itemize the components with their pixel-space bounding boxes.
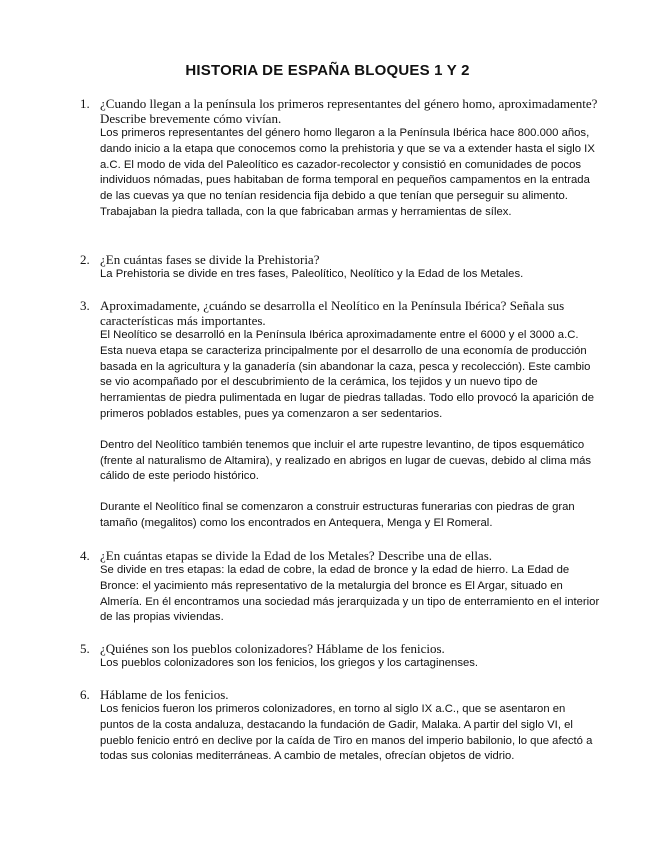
item-number: 5. [80,641,90,656]
question-text: ¿En cuántas etapas se divide la Edad de los Metales? Describe una de ellas. [100,548,493,563]
answer-block [100,328,600,532]
answer-paragraph: Los primeros representantes del género homo llegaron a la Península Ibérica hace 800.000 años, dando inicio a la etapa que conocemos como la prehistoria y que se va a extender hasta el siglo IX a.C. El modo de vida del Paleolítico es cazador-recolector y consistió en comunidades de pocos individuos nómadas, pues habitaban de forma temporal en pequeños campamentos en la entrada de las cuevas ya que no tenían residencia fija debido a que tenían que perseguir su alimento. Trabajaban la piedra tallada, con la que fabricaban armas y herramientas de sílex. [100,127,595,218]
answer-block [100,702,600,765]
answer-paragraph: Los pueblos colonizadores son los fenicios, los griegos y los cartaginenses. [100,657,479,669]
answer-paragraph: Los fenicios fueron los primeros colonizadores, en torno al siglo IX a.C., que se asentaron en puntos de la costa andaluza, destacando la fundación de Gadir, Malaka. A partir del siglo VI, el pueblo fenicio entró en declive por la caída de Tiro en manos del imperio babilonio, lo que afectó a todas sus colonias mediterráneas. A cambio de metales, ofrecían objetos de vidrio. [100,703,593,763]
list-item [80,96,600,221]
answer-paragraph: Se divide en tres etapas: la edad de cobre, la edad de bronce y la edad de hierro. La Edad de Bronce: el yacimiento más representativo de la metalurgia del bronce es El Argar, situado en Almería. En él encontramos una sociedad más jerarquizada y un tipo de enterramiento en el interior de las propias viviendas. [100,564,600,624]
answer-paragraph: Durante el Neolítico final se comenzaron a construir estructuras funerarias con piedras de gran tamaño (megalitos) como los encontrados en Antequera, Menga y El Romeral. [100,501,575,529]
item-number: 3. [80,298,90,313]
page-title: HISTORIA DE ESPAÑA BLOQUES 1 Y 2 [185,62,470,79]
item-number: 2. [80,252,90,267]
list-item [80,298,600,532]
question-text: Háblame de los fenicios. [100,687,229,702]
question-text: ¿Cuando llegan a la península los primeros representantes del género homo, aproximadamente? Describe brevemente cómo vivían. [100,96,598,126]
list-item [80,641,600,672]
question-text: ¿Quiénes son los pueblos colonizadores? Háblame de los fenicios. [100,641,445,656]
list-item [80,252,600,283]
answer-paragraph: Dentro del Neolítico también tenemos que incluir el arte rupestre levantino, de tipos esquemático (frente al naturalismo de Altamira), y realizado en abrigos en lugar de cuevas, debido al clima más cálido de este periodo histórico. [100,438,592,483]
item-number: 6. [80,687,90,702]
answer-paragraph: El Neolítico se desarrolló en la Península Ibérica aproximadamente entre el 6000 y el 3000 a.C. Esta nueva etapa se caracteriza principalmente por el desarrollo de una economía de producción basada en la agricultura y la ganadería (sin abandonar la caza, pesca y recolección). Este cambio se vio acompañado por el descubrimiento de la cerámica, los tejidos y un nuevo tipo de herramientas de piedra pulimentada en lugar de piedras talladas. Todo ello provocó la aparición de primeros poblados estables, pues ya comenzaron a ser sedentarios. [100,329,595,420]
item-number: 4. [80,548,90,563]
question-text: ¿En cuántas fases se divide la Prehistoria? [100,252,320,267]
item-number: 1. [80,96,90,111]
answer-block [100,563,600,626]
answer-block [100,267,600,283]
list-item [80,548,600,626]
answer-block [100,656,600,672]
list-item [80,687,600,765]
answer-paragraph: La Prehistoria se divide en tres fases, Paleolítico, Neolítico y la Edad de los Metales. [100,268,524,280]
answer-block [100,126,600,221]
question-text: Aproximadamente, ¿cuándo se desarrolla el Neolítico en la Península Ibérica? Señala sus características más importantes. [100,298,565,328]
